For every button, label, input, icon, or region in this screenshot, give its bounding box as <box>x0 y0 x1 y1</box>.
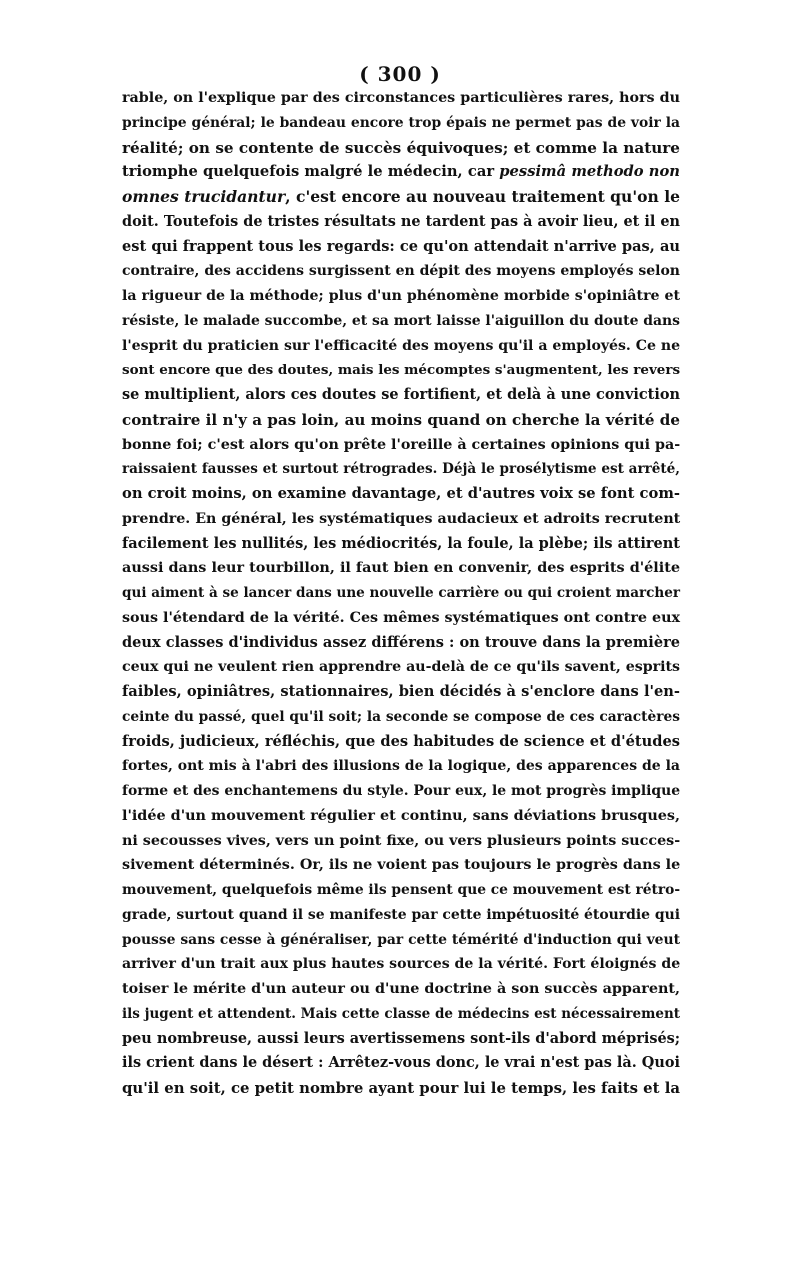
body-text <box>122 86 680 1101</box>
text-line: peu nombreuse, aussi leurs avertissemens sont-ils d'abord méprisés; <box>122 1029 681 1047</box>
text-line: toiser le mérite d'un auteur ou d'une doctrine à son succès apparent, <box>122 981 680 997</box>
text-line: est qui frappent tous les regards: ce qu'on attendait n'arrive pas, au <box>122 237 680 255</box>
text-line: bonne foi; c'est alors qu'on prête l'oreille à certaines opinions qui pa- <box>122 436 681 453</box>
text-line: l'idée d'un mouvement régulier et continu, sans déviations brusques, <box>122 807 680 824</box>
text-line: sivement déterminés. Or, ils ne voient pas toujours le progrès dans le <box>122 857 681 874</box>
text-line: la rigueur de la méthode; plus d'un phénomène morbide s'opiniâtre et <box>122 288 680 304</box>
text-line: on croit moins, on examine davantage, et d'autres voix se font com- <box>122 485 680 502</box>
text-line: contraire il n'y a pas loin, au moins quand on cherche la vérité de <box>122 410 680 429</box>
text-line: ni secousses vives, vers un point fixe, ou vers plusieurs points succes- <box>122 832 681 849</box>
text-line: prendre. En général, les systématiques audacieux et adroits recrutent <box>122 510 681 527</box>
text-line: ils crient dans le désert : Arrêtez-vous donc, le vrai n'est pas là. Quoi <box>122 1054 680 1072</box>
text-line: se multiplient, alors ces doutes se fortifient, et delà à une conviction <box>122 386 680 403</box>
text-line: qu'il en soit, ce petit nombre ayant pour lui le temps, les faits et la <box>122 1079 680 1097</box>
page-number: ( 300 ) <box>359 62 441 86</box>
text-line: doit. Toutefois de tristes résultats ne tardent pas à avoir lieu, et il en <box>122 212 680 230</box>
text-line: sous l'étendard de la vérité. Ces mêmes systématiques ont contre eux <box>122 609 680 626</box>
text-line: aussi dans leur tourbillon, il faut bien en convenir, des esprits d'élite <box>122 559 680 577</box>
text-line: contraire, des accidens surgissent en dépit des moyens employés selon <box>122 263 680 280</box>
text-line: ceux qui ne veulent rien apprendre au-delà de ce qu'ils savent, esprits <box>122 659 680 676</box>
text-line: forme et des enchantemens du style. Pour eux, le mot progrès implique <box>122 783 681 799</box>
text-line: deux classes d'individus assez différens : on trouve dans la première <box>122 633 680 651</box>
text-line: grade, surtout quand il se manifeste par cette impétuosité étourdie qui <box>122 906 680 923</box>
text-line: triomphe quelquefois malgré le médecin, car pessimâ methodo non <box>122 163 680 181</box>
text-line: froids, judicieux, réfléchis, que des habitudes de science et d'études <box>122 732 680 750</box>
text-line: fortes, ont mis à l'abri des illusions de la logique, des apparences de la <box>122 758 680 775</box>
text-line: omnes trucidantur, c'est encore au nouveau traitement qu'on le <box>122 187 681 206</box>
text-line: faibles, opiniâtres, stationnaires, bien décidés à s'enclore dans l'en- <box>122 683 680 700</box>
text-line: résiste, le malade succombe, et sa mort laisse l'aiguillon du doute dans <box>122 312 680 329</box>
text-line: raissaient fausses et surtout rétrogrades. Déjà le prosélytisme est arrêté, <box>122 461 680 478</box>
text-line: rable, on l'explique par des circonstances particulières rares, hors du <box>122 90 680 106</box>
text-line: ils jugent et attendent. Mais cette classe de médecins est nécessairement <box>122 1005 680 1022</box>
text-line: arriver d'un trait aux plus hautes sources de la vérité. Fort éloignés de <box>122 956 681 973</box>
text-line: facilement les nullités, les médiocrités, la foule, la plèbe; ils attirent <box>122 534 680 552</box>
text-line: principe général; le bandeau encore trop épais ne permet pas de voir la <box>122 114 680 131</box>
text-line: sont encore que des doutes, mais les mécomptes s'augmentent, les revers <box>122 362 681 379</box>
text-line: réalité; on se contente de succès équivoques; et comme la nature <box>122 138 680 157</box>
text-line: ceinte du passé, quel qu'il soit; la seconde se compose de ces caractères <box>122 708 680 725</box>
text-line: pousse sans cesse à généraliser, par cette témérité d'induction qui veut <box>122 931 680 948</box>
text-line: l'esprit du praticien sur l'efficacité des moyens qu'il a employés. Ce ne <box>122 337 681 354</box>
text-line: mouvement, quelquefois même ils pensent que ce mouvement est rétro- <box>122 882 681 898</box>
text-line: qui aiment à se lancer dans une nouvelle carrière ou qui croient marcher <box>122 585 680 601</box>
